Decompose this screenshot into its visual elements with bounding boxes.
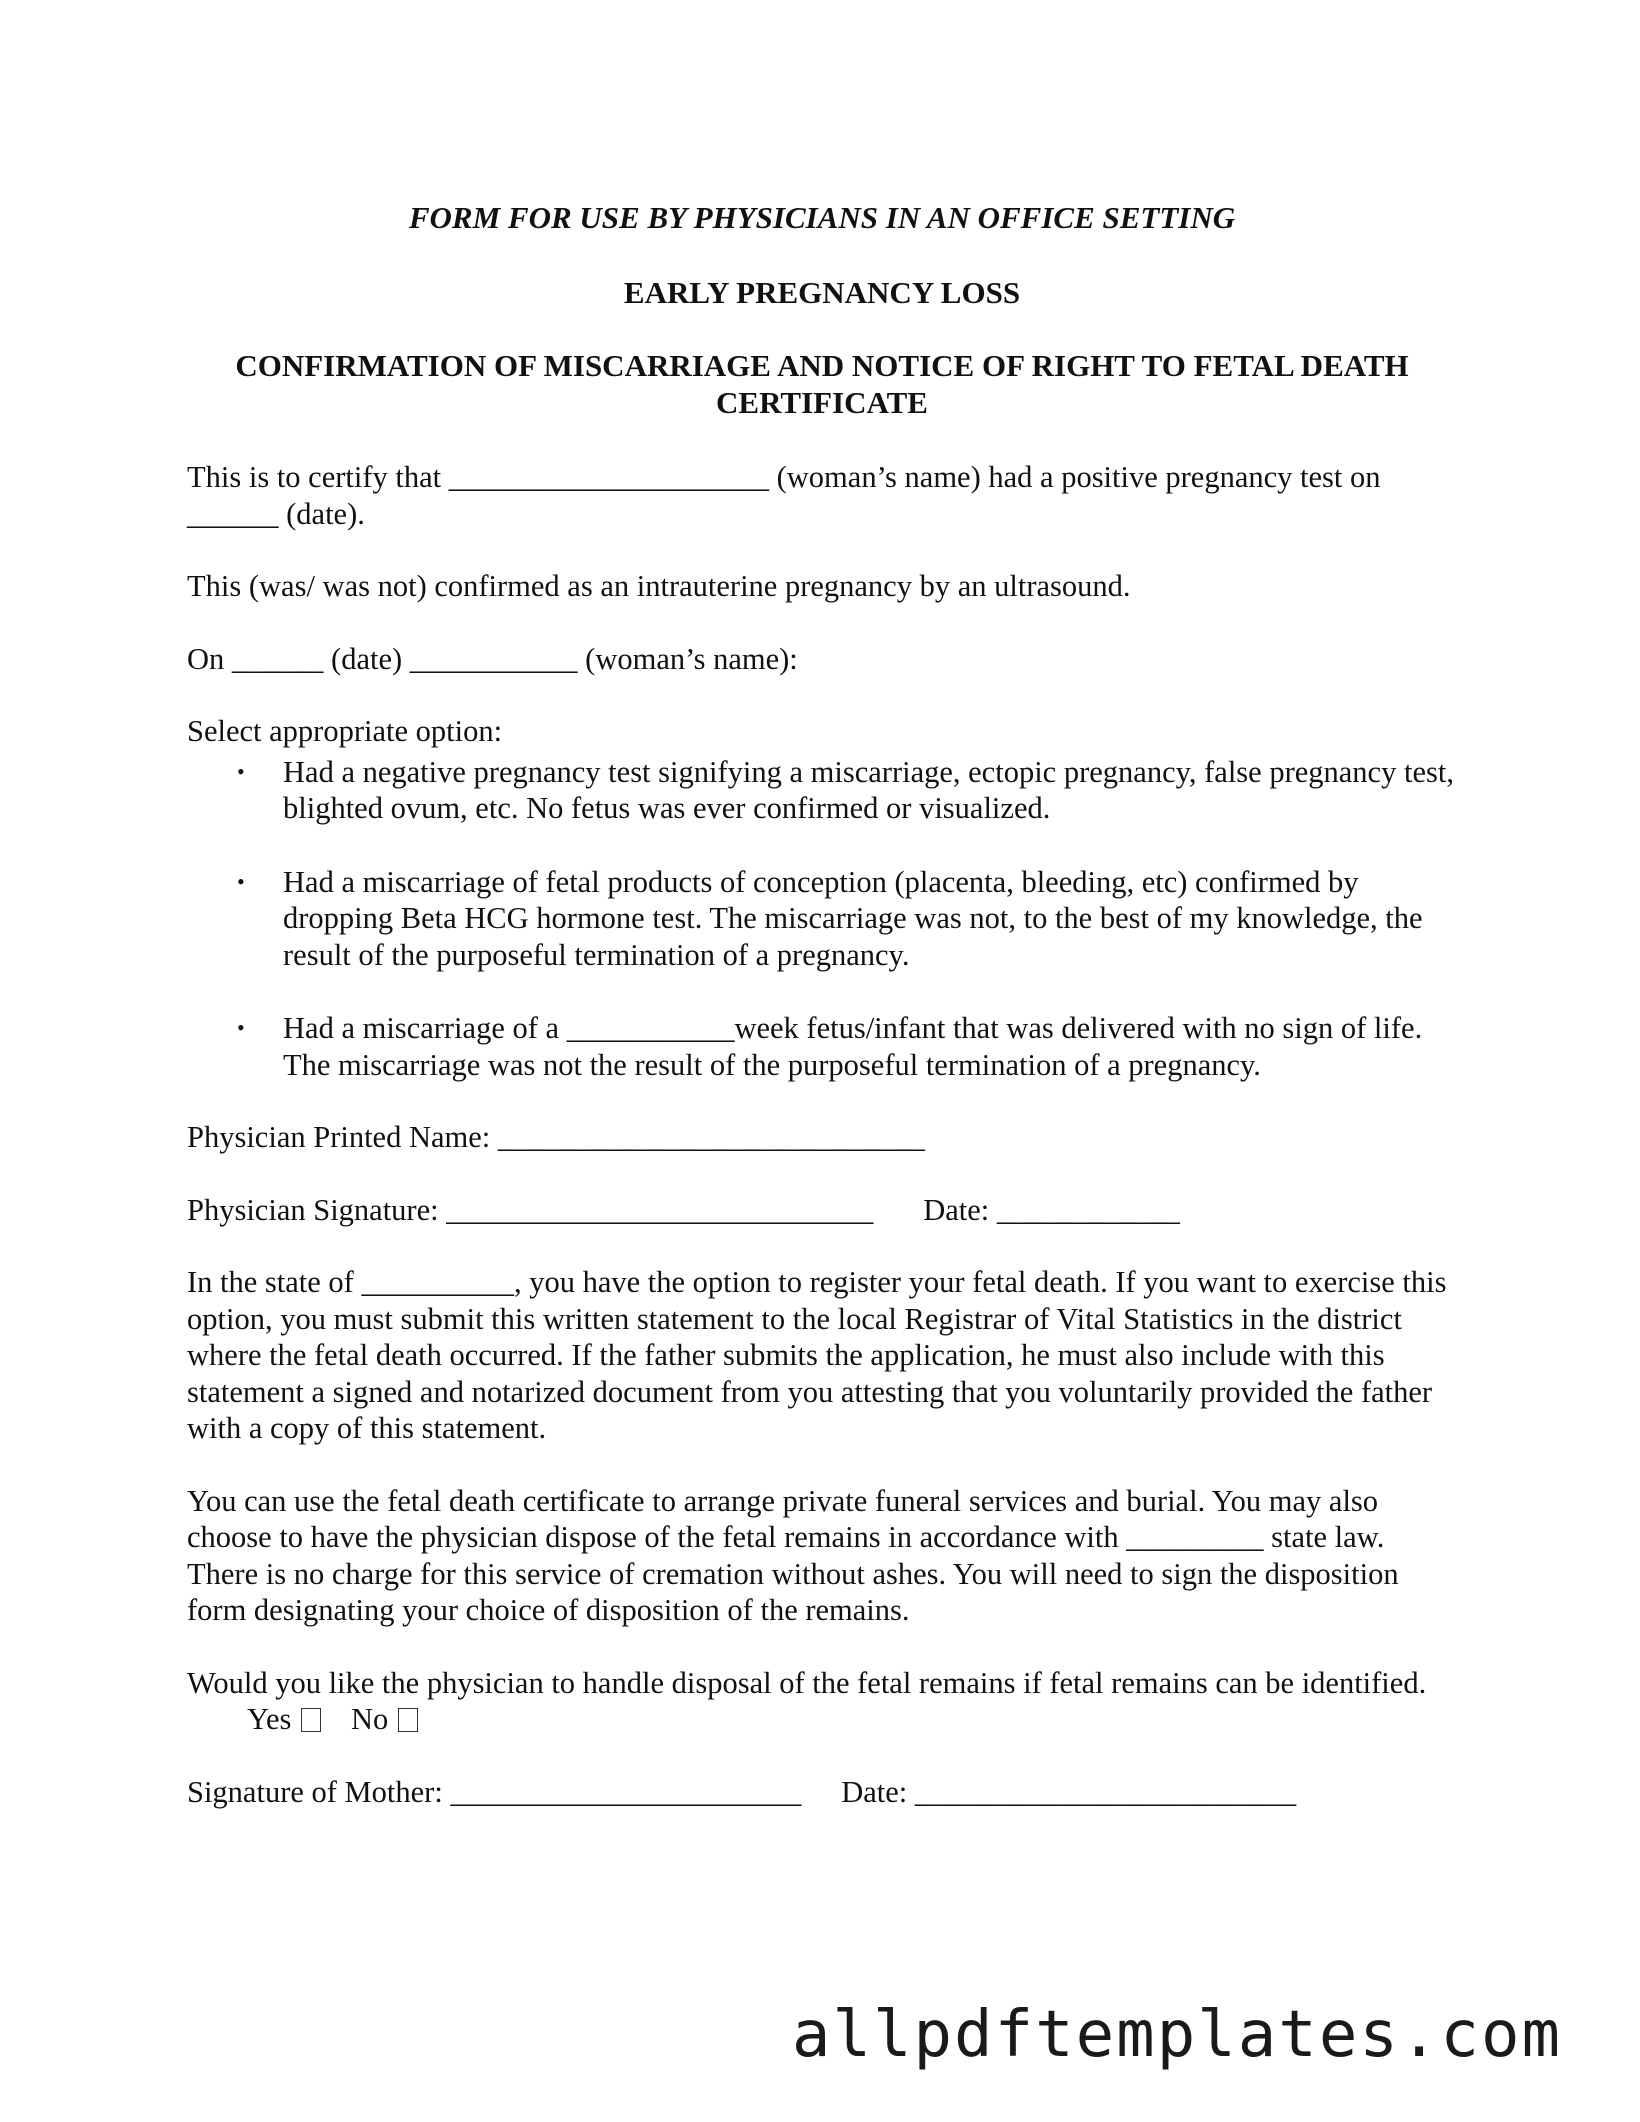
- ultrasound-statement: This (was/ was not) confirmed as an intrauterine pregnancy by an ultrasound.: [187, 569, 1131, 603]
- physician-signature-label: Physician Signature:: [187, 1192, 439, 1227]
- option-text-suffix: week fetus/infant that was delivered with no sign of life. The miscarriage was not the result of the purposeful termination of a pregnancy.: [283, 1011, 1423, 1082]
- funeral-paragraph: [187, 1483, 1457, 1629]
- mother-signature-line: [187, 1774, 1457, 1811]
- option-text-prefix: Had a miscarriage of a: [283, 1011, 560, 1045]
- certify-paragraph: [187, 459, 1457, 532]
- on-date-line: [187, 641, 1457, 678]
- select-option-label: Select appropriate option:: [187, 714, 503, 748]
- option-fetal-products[interactable]: [237, 864, 1457, 974]
- physician-signature-line: [187, 1192, 1457, 1229]
- physician-name-label: Physician Printed Name:: [187, 1120, 491, 1154]
- mother-signature-label: Signature of Mother:: [187, 1774, 443, 1809]
- certify-prefix: This is to certify that: [187, 460, 442, 494]
- option-text: Had a negative pregnancy test signifying a miscarriage, ectopic pregnancy, false pregnancy test, blighted ovum, etc. No fetus was ever confirmed or visualized.: [283, 754, 1454, 825]
- loss-woman-name-field[interactable]: ___________: [409, 641, 578, 676]
- state-paragraph: [187, 1264, 1457, 1447]
- bullet-icon: •: [237, 1015, 245, 1040]
- physician-name-field[interactable]: ____________________________: [497, 1120, 925, 1154]
- funeral-text-2: state law. There is no charge for this service of cremation without ashes. You will need to sign the disposition form designating your choice of disposition of the remains.: [187, 1520, 1399, 1627]
- option-negative-test[interactable]: [237, 754, 1457, 827]
- disposal-question-text: Would you like the physician to handle disposal of the fetal remains if fetal remains can be identified.: [187, 1665, 1427, 1700]
- mother-date-field[interactable]: _________________________: [914, 1774, 1297, 1809]
- site-watermark: allpdftemplates.com: [791, 1998, 1562, 2072]
- loss-date-field[interactable]: ______: [231, 641, 324, 676]
- physician-signature-field[interactable]: ____________________________: [446, 1192, 874, 1227]
- office-heading: FORM FOR USE BY PHYSICIANS IN AN OFFICE SETTING: [408, 200, 1236, 235]
- state-prefix: In the state of: [187, 1265, 354, 1299]
- certify-name-label: (woman’s name) had a positive pregnancy test on: [776, 460, 1381, 494]
- no-label: No: [351, 1702, 389, 1736]
- physician-date-field[interactable]: ____________: [996, 1192, 1180, 1227]
- physician-date-label: Date:: [923, 1192, 990, 1227]
- certify-date-label: (date).: [286, 496, 365, 531]
- woman-name-field[interactable]: _____________________: [448, 460, 769, 494]
- mother-date-label: Date:: [841, 1774, 908, 1809]
- option-week-fetus[interactable]: [237, 1010, 1457, 1083]
- yes-checkbox[interactable]: [301, 1708, 321, 1732]
- state-text: , you have the option to register your fetal death. If you want to exercise this option, you must submit this written statement to the local Registrar of Vital Statistics in the district where the fetal death occurred. If the father submits the application, he must also include with this statement a signed and notarized document from you attesting that you voluntarily provided the father with a copy of this statement.: [187, 1265, 1447, 1445]
- mother-signature-field[interactable]: _______________________: [450, 1774, 802, 1809]
- form-title: EARLY PREGNANCY LOSS: [623, 275, 1021, 310]
- yes-label: Yes: [247, 1702, 292, 1736]
- bullet-icon: •: [237, 758, 245, 784]
- state-field[interactable]: __________: [361, 1265, 514, 1299]
- loss-date-label: (date): [331, 641, 403, 676]
- option-text: Had a miscarriage of fetal products of conception (placenta, bleeding, etc) confirmed by dropping Beta HCG hormone test. The miscarriage was not, to the best of my knowledge, the result of the purposeful termination of a pregnancy.: [283, 864, 1423, 972]
- loss-woman-name-label: (woman’s name):: [585, 641, 798, 676]
- funeral-text-1: You can use the fetal death certificate to arrange private funeral services and burial. You may also choose to have the physician dispose of the fetal remains in accordance with: [187, 1483, 1379, 1554]
- funeral-state-field[interactable]: _________: [1126, 1520, 1264, 1554]
- on-prefix: On: [187, 641, 225, 676]
- test-date-field[interactable]: ______: [187, 496, 279, 531]
- form-page: [187, 200, 1457, 1846]
- no-checkbox[interactable]: [398, 1708, 418, 1732]
- bullet-icon: •: [237, 868, 245, 894]
- physician-name-line: [187, 1119, 1457, 1156]
- form-subtitle: CONFIRMATION OF MISCARRIAGE AND NOTICE OF RIGHT TO FETAL DEATH CERTIFICATE: [235, 348, 1409, 420]
- option-list: [187, 754, 1457, 1084]
- fetus-weeks-field[interactable]: ___________: [566, 1011, 735, 1045]
- disposal-question: [187, 1665, 1457, 1738]
